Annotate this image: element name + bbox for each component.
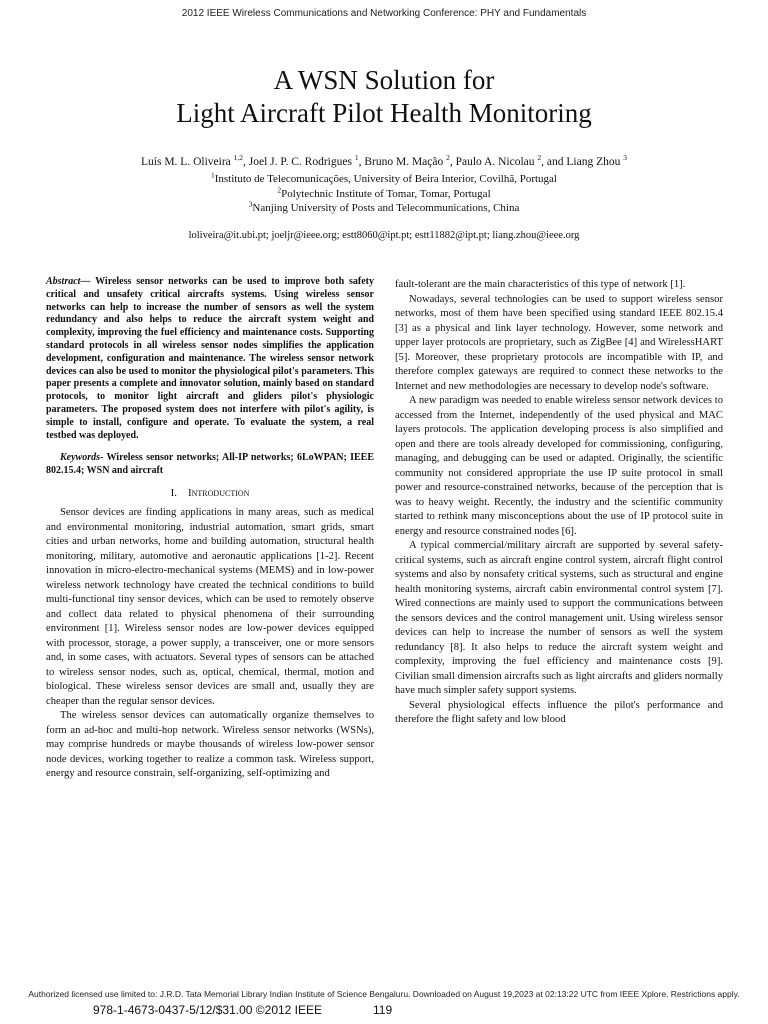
affiliation-1 <box>0 172 768 187</box>
affiliation-2-num: 2 <box>277 184 282 194</box>
right-column <box>395 278 723 728</box>
paper-title <box>0 64 768 130</box>
isbn-copyright: 978-1-4673-0437-5/12/$31.00 ©2012 IEEE <box>93 1003 323 1017</box>
affiliation-2-text: Polytechnic Institute of Tomar, Tomar, Portugal <box>281 187 491 200</box>
right-paragraph-1: fault-tolerant are the main characteristics of this type of network [1]. <box>395 279 686 290</box>
affiliation-3-text: Nanjing University of Posts and Telecommunications, China <box>252 202 520 214</box>
keywords-body: Wireless sensor networks; All-IP networks; 6LoWPAN; IEEE 802.15.4; WSN and aircraft <box>46 452 374 477</box>
abstract-body: Wireless sensor networks can be used to improve both safety critical and unsafety critical aircrafts systems. Using wireless sensor networks can help to increase the number of sensors as well the system redundancy and also helps to reduce the aircraft system weight and complexity, improving the fuel efficiency and maintenance costs. Supporting standard protocols in all wireless sensor nodes simplifies the application development, configuration and maintenance. The wireless sensor network devices can also be used to monitor the physiological pilot's parameters. This paper presents a complete and innovator solution, mainly based on standard protocols, to monitor light aircraft and gliders pilot's physiologic parameters. The proposed system does not interfere with pilot's agility, is simple to install, configure and operate. To evaluate the system, a real testbed was deployed. <box>46 276 374 441</box>
authors-text: Luís M. L. Oliveira $^{1,2}$, Joel J. P. C. Rodrigues $^1$, Bruno M. Mação $^2$, Paulo A. Nicolau $^2$, and Liang Zhou $^3$ <box>141 153 627 168</box>
right-paragraph-5: Several physiological effects influence the pilot's performance and therefore the flight safety and low blood <box>395 699 723 725</box>
intro-paragraph-1: Sensor devices are finding applications in many areas, such as medical and environmental monitoring, industrial automation, smart grids, smart cities and urban networks, home and building automation, structural health monitoring, military, automotive and aeronautic applications [1-2]. Recent innovation in micro-electro-mechanical systems (MEMS) and in low-power wireless network technology have created the technical conditions to build multi-functional tiny sensor devices, which can be used to remotely observe and collect data related to physical phenomena of their surrounding environment [1]. Wireless sensor nodes are low-power devices equipped with processor, storage, a power supply, a transceiver, one or more sensors and, in some cases, with actuators. Several types of sensors can be attached to wireless sensor nodes, such as, optical, chemical, thermal, motion and biological. These wireless sensor devices are small and, usually they are cheaper than the regular sensor devices. <box>46 507 374 707</box>
affiliation-3 <box>0 201 768 216</box>
affiliation-3-num: 3 <box>248 199 253 209</box>
page-number: 119 <box>373 1003 393 1017</box>
abstract <box>46 276 374 442</box>
title-line-1: A WSN Solution for <box>273 65 495 95</box>
author-emails: loliveira@it.ubi.pt; joeljr@ieee.org; estt8060@ipt.pt; estt11882@ipt.pt; liang.zhou@ieee.org <box>188 230 580 241</box>
right-paragraph-3: A new paradigm was needed to enable wireless sensor network devices to accessed from the Internet, independently of the used physical and MAC layers protocols. The application developing process is also simplified and open and there are tools already developed for commissioning, configuring, managing, and debugging can be used or adapted. Originally, the scientific community not considered appropriate the use IP suite protocol in small power and resource-constrained networks, because of the perception that is was to heavy weight. Recently, the industry and the scientific community started to rethink many misconceptions about the use of IP protocol suite in energy and resource constrained nodes [6]. <box>395 395 723 537</box>
right-paragraph-4: A typical commercial/military aircraft are supported by several safety-critical systems, such as aircraft engine control system, aircraft flight control systems and also by nonsafety critical systems, such as structural and engine health monitoring systems, aircraft cabin environmental control system [7]. Wired connections are mainly used to support the communications between the sensors devices and the control management unit. Using wireless sensor devices can help to increase the number of sensors as well the system redundancy [8]. It also helps to reduce the aircraft system weight and complexity, improving the fuel efficiency and maintenance costs [9]. Civilian small dimension aircrafts such as light aircrafts and gliders normally have much simpler safety support systems. <box>395 540 723 696</box>
section-number: I. <box>170 486 177 499</box>
keywords-lead: Keywords- <box>60 452 104 464</box>
author-list <box>0 154 768 170</box>
section-title: Introduction <box>187 486 250 499</box>
affiliation-2 <box>0 184 768 202</box>
abstract-lead: Abstract— <box>46 276 91 287</box>
affiliation-1-num: 1 <box>210 170 215 180</box>
affiliations <box>0 172 768 216</box>
conference-header: 2012 IEEE Wireless Communications and Networking Conference: PHY and Fundamentals <box>181 8 587 19</box>
section-heading-introduction <box>46 486 374 501</box>
affiliation-1-text: Instituto de Telecomunicações, University of Beira Interior, Covilhã, Portugal <box>214 173 557 185</box>
right-paragraph-2: Nowadays, several technologies can be used to support wireless sensor networks, most of them have been specified using standard IEEE 802.15.4 [3] as a physical and link layer technology. However, some network and upper layer protocols are proprietary, such as ZigBee [4] and WirelessHART [5]. Moreover, these proprietary protocols are incompatible with IP, and therefore complex gateways are required to connect these networks to the Internet and new methodologies are necessary to develop node's software. <box>395 293 723 392</box>
keywords <box>46 452 374 478</box>
left-column <box>46 276 374 782</box>
authorized-use-notice: Authorized licensed use limited to: J.R.D. Tata Memorial Library Indian Institute of Science Bengaluru. Downloaded on August 19,2023 at 02:13:22 UTC from IEEE Xplore. Restrictions apply. <box>28 989 740 999</box>
title-line-2: Light Aircraft Pilot Health Monitoring <box>176 98 592 128</box>
intro-paragraph-2: The wireless sensor devices can automatically organize themselves to form an ad-hoc and multi-hop network. Wireless sensor networks (WSNs), may comprise hundreds or maybe thousands of wireless low-power sensor node devices, working together to realize a common task. Wireless support, energy and resource constrain, self-organizing, self-optimizing and <box>46 710 374 780</box>
